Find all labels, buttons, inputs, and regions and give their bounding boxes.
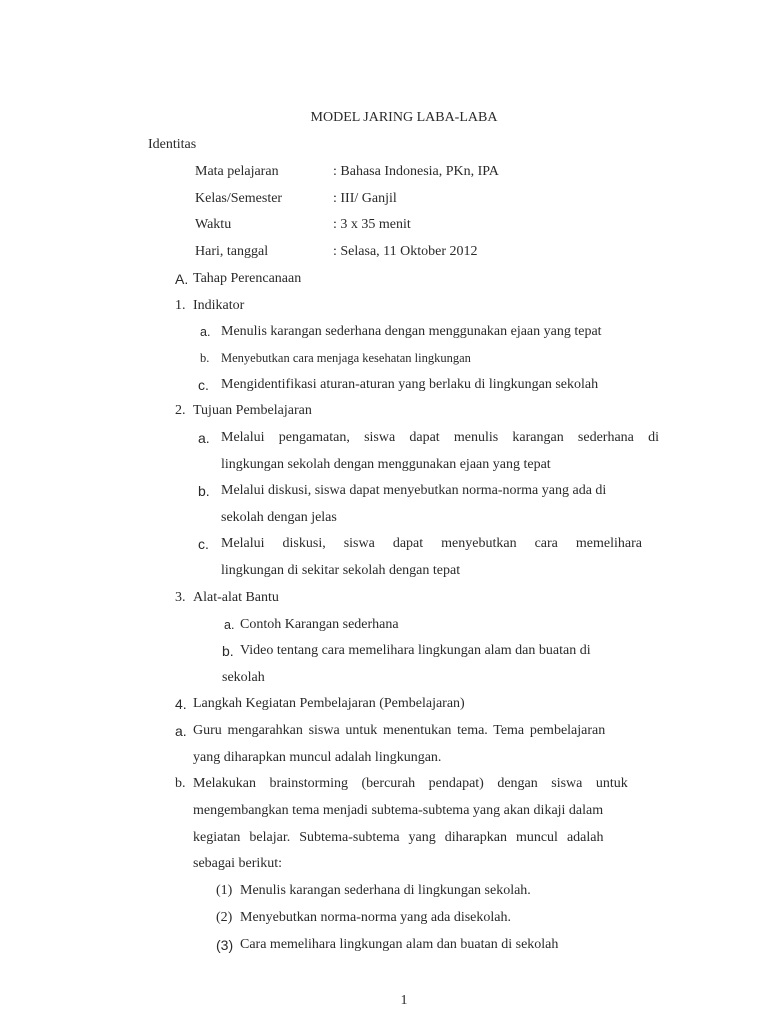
list-item-line (221, 429, 659, 447)
identitas-label: Hari, tanggal (195, 244, 269, 259)
identitas-label: Kelas/Semester (195, 191, 283, 206)
list-marker: a. (224, 618, 235, 632)
list-item-line: mengembangkan tema menjadi subtema-subtema yang akan dikaji dalam (193, 803, 604, 818)
list-item: Menyebutkan cara menjaga kesehatan lingkungan (221, 351, 471, 365)
identitas-label: Mata pelajaran (195, 164, 279, 179)
list-item-line: sekolah (222, 670, 265, 685)
list-item: Menulis karangan sederhana dengan menggunakan ejaan yang tepat (221, 324, 602, 339)
list-marker: 2. (175, 403, 186, 418)
list-marker: (3) (216, 937, 234, 953)
identitas-label: Waktu (195, 217, 232, 232)
langkah-heading: Langkah Kegiatan Pembelajaran (Pembelajaran) (193, 696, 465, 711)
word: pengamatan, (278, 430, 350, 445)
list-item-line: sekolah dengan jelas (221, 510, 337, 525)
list-marker: a. (175, 723, 187, 739)
tujuan-heading: Tujuan Pembelajaran (193, 403, 312, 418)
list-marker: c. (198, 377, 209, 393)
word: siswa (364, 430, 396, 445)
list-item: Mengidentifikasi aturan-aturan yang berlaku di lingkungan sekolah (221, 377, 599, 392)
section-heading: Tahap Perencanaan (193, 271, 302, 286)
list-item-line: Melakukan brainstorming (bercurah pendapat) dengan siswa untuk (193, 776, 628, 791)
section-marker: A. (175, 271, 189, 287)
list-marker: c. (198, 536, 209, 552)
list-item-line: sebagai berikut: (193, 856, 283, 871)
list-item-line: Melalui diskusi, siswa dapat menyebutkan cara memelihara (221, 536, 642, 551)
list-marker: b. (175, 776, 186, 791)
list-item-line: Video tentang cara memelihara lingkungan alam dan buatan di (240, 643, 591, 658)
list-item: Contoh Karangan sederhana (240, 617, 399, 632)
list-item-line: lingkungan sekolah dengan menggunakan ejaan yang tepat (221, 457, 551, 472)
word: Melalui (221, 430, 265, 445)
identitas-heading: Identitas (148, 137, 197, 152)
alat-heading: Alat-alat Bantu (193, 590, 279, 605)
list-item: Menulis karangan sederhana di lingkungan sekolah. (240, 883, 531, 898)
list-marker: b. (222, 643, 234, 659)
indikator-heading: Indikator (193, 298, 245, 313)
list-marker: 3. (175, 590, 186, 605)
page-number: 1 (400, 993, 408, 1008)
list-marker: (2) (216, 910, 233, 925)
word: dapat (409, 430, 440, 445)
identitas-value: : Selasa, 11 Oktober 2012 (333, 244, 478, 259)
list-item: Cara memelihara lingkungan alam dan buatan di sekolah (240, 937, 559, 952)
list-item-line: kegiatan belajar. Subtema-subtema yang diharapkan muncul adalah (193, 830, 604, 845)
word: sederhana (577, 430, 634, 445)
list-item-line: Guru mengarahkan siswa untuk menentukan tema. Tema pembelajaran (193, 723, 606, 738)
identitas-value: : Bahasa Indonesia, PKn, IPA (333, 164, 499, 179)
list-marker: b. (200, 351, 210, 365)
list-marker: 4. (175, 696, 187, 712)
list-item-line: lingkungan di sekitar sekolah dengan tepat (221, 563, 461, 578)
list-marker: a. (200, 325, 211, 339)
word: di (648, 430, 659, 445)
list-marker: b. (198, 483, 210, 499)
word: karangan (512, 430, 564, 445)
list-marker: (1) (216, 883, 233, 898)
identitas-value: : III/ Ganjil (333, 191, 397, 206)
identitas-value: : 3 x 35 menit (333, 217, 411, 232)
word: menulis (453, 430, 499, 445)
list-marker: 1. (175, 298, 186, 313)
list-item-line: yang diharapkan muncul adalah lingkungan. (193, 750, 442, 765)
page-title: MODEL JARING LABA-LABA (310, 110, 498, 125)
list-item: Menyebutkan norma-norma yang ada disekolah. (240, 910, 511, 925)
list-item-line: Melalui diskusi, siswa dapat menyebutkan norma-norma yang ada di (221, 483, 607, 498)
list-marker: a. (198, 430, 210, 446)
